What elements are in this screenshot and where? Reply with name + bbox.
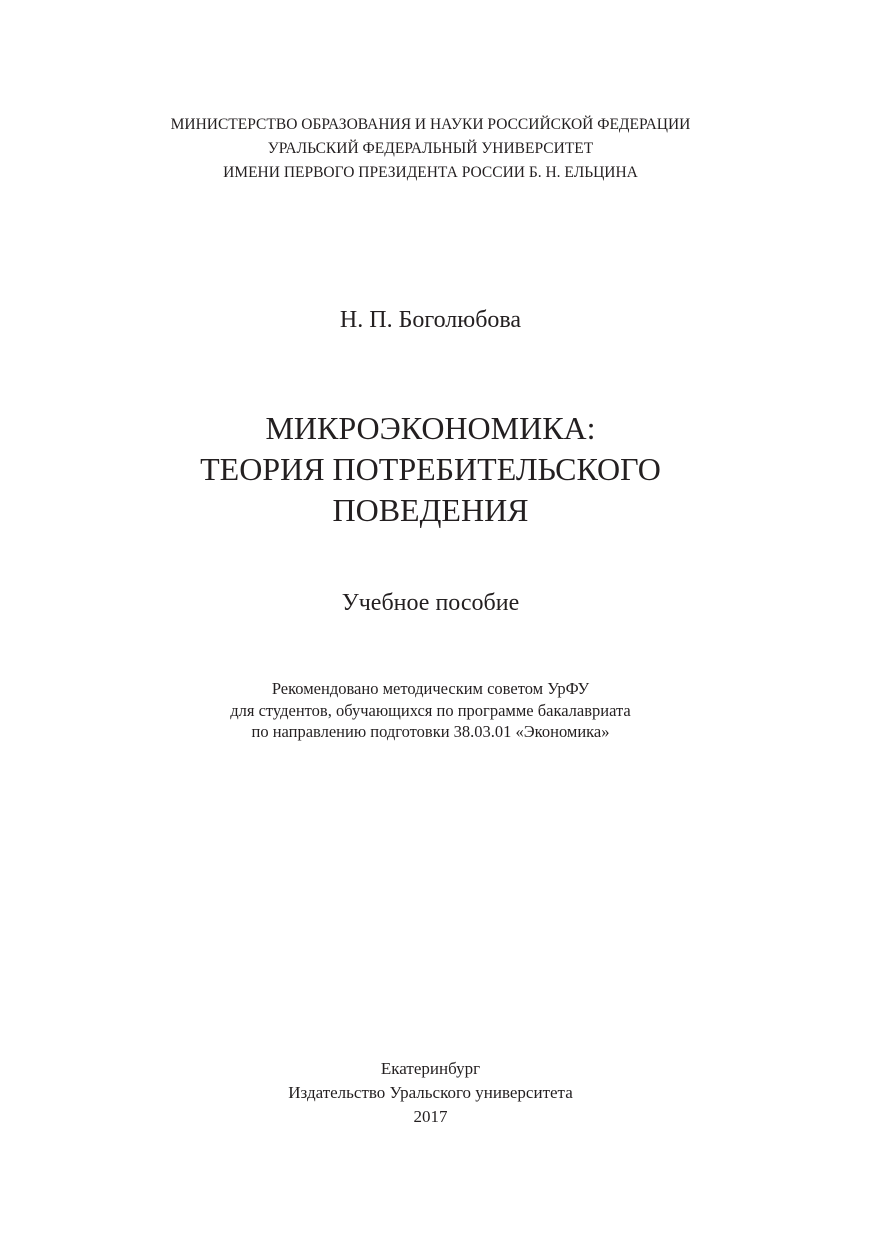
recommendation-note bbox=[0, 678, 861, 743]
book-title-line: ПОВЕДЕНИЯ bbox=[332, 492, 529, 528]
recommendation-line: Рекомендовано методическим советом УрФУ bbox=[271, 679, 590, 698]
ministry-line: МИНИСТЕРСТВО ОБРАЗОВАНИЯ И НАУКИ РОССИЙСКОЙ ФЕДЕРАЦИИ bbox=[170, 116, 691, 133]
imprint-publisher: Издательство Уральского университета bbox=[288, 1083, 573, 1102]
imprint-city: Екатеринбург bbox=[380, 1059, 481, 1078]
book-title bbox=[0, 408, 861, 531]
book-title-line: МИКРОЭКОНОМИКА: bbox=[265, 410, 596, 446]
book-subtitle: Учебное пособие bbox=[341, 590, 520, 616]
recommendation-line: для студентов, обучающихся по программе бакалавриата bbox=[230, 700, 631, 720]
university-name-line: ИМЕНИ ПЕРВОГО ПРЕЗИДЕНТА РОССИИ Б. Н. ЕЛЬЦИНА bbox=[223, 164, 638, 181]
university-line: УРАЛЬСКИЙ ФЕДЕРАЛЬНЫЙ УНИВЕРСИТЕТ bbox=[267, 140, 594, 157]
author-name: Н. П. Боголюбова bbox=[339, 307, 522, 333]
imprint-year: 2017 bbox=[413, 1107, 448, 1126]
book-title-line: ТЕОРИЯ ПОТРЕБИТЕЛЬСКОГО bbox=[200, 451, 661, 487]
recommendation-line: по направлению подготовки 38.03.01 «Экономика» bbox=[251, 722, 610, 741]
imprint bbox=[0, 1057, 861, 1129]
institution-header bbox=[0, 113, 861, 185]
